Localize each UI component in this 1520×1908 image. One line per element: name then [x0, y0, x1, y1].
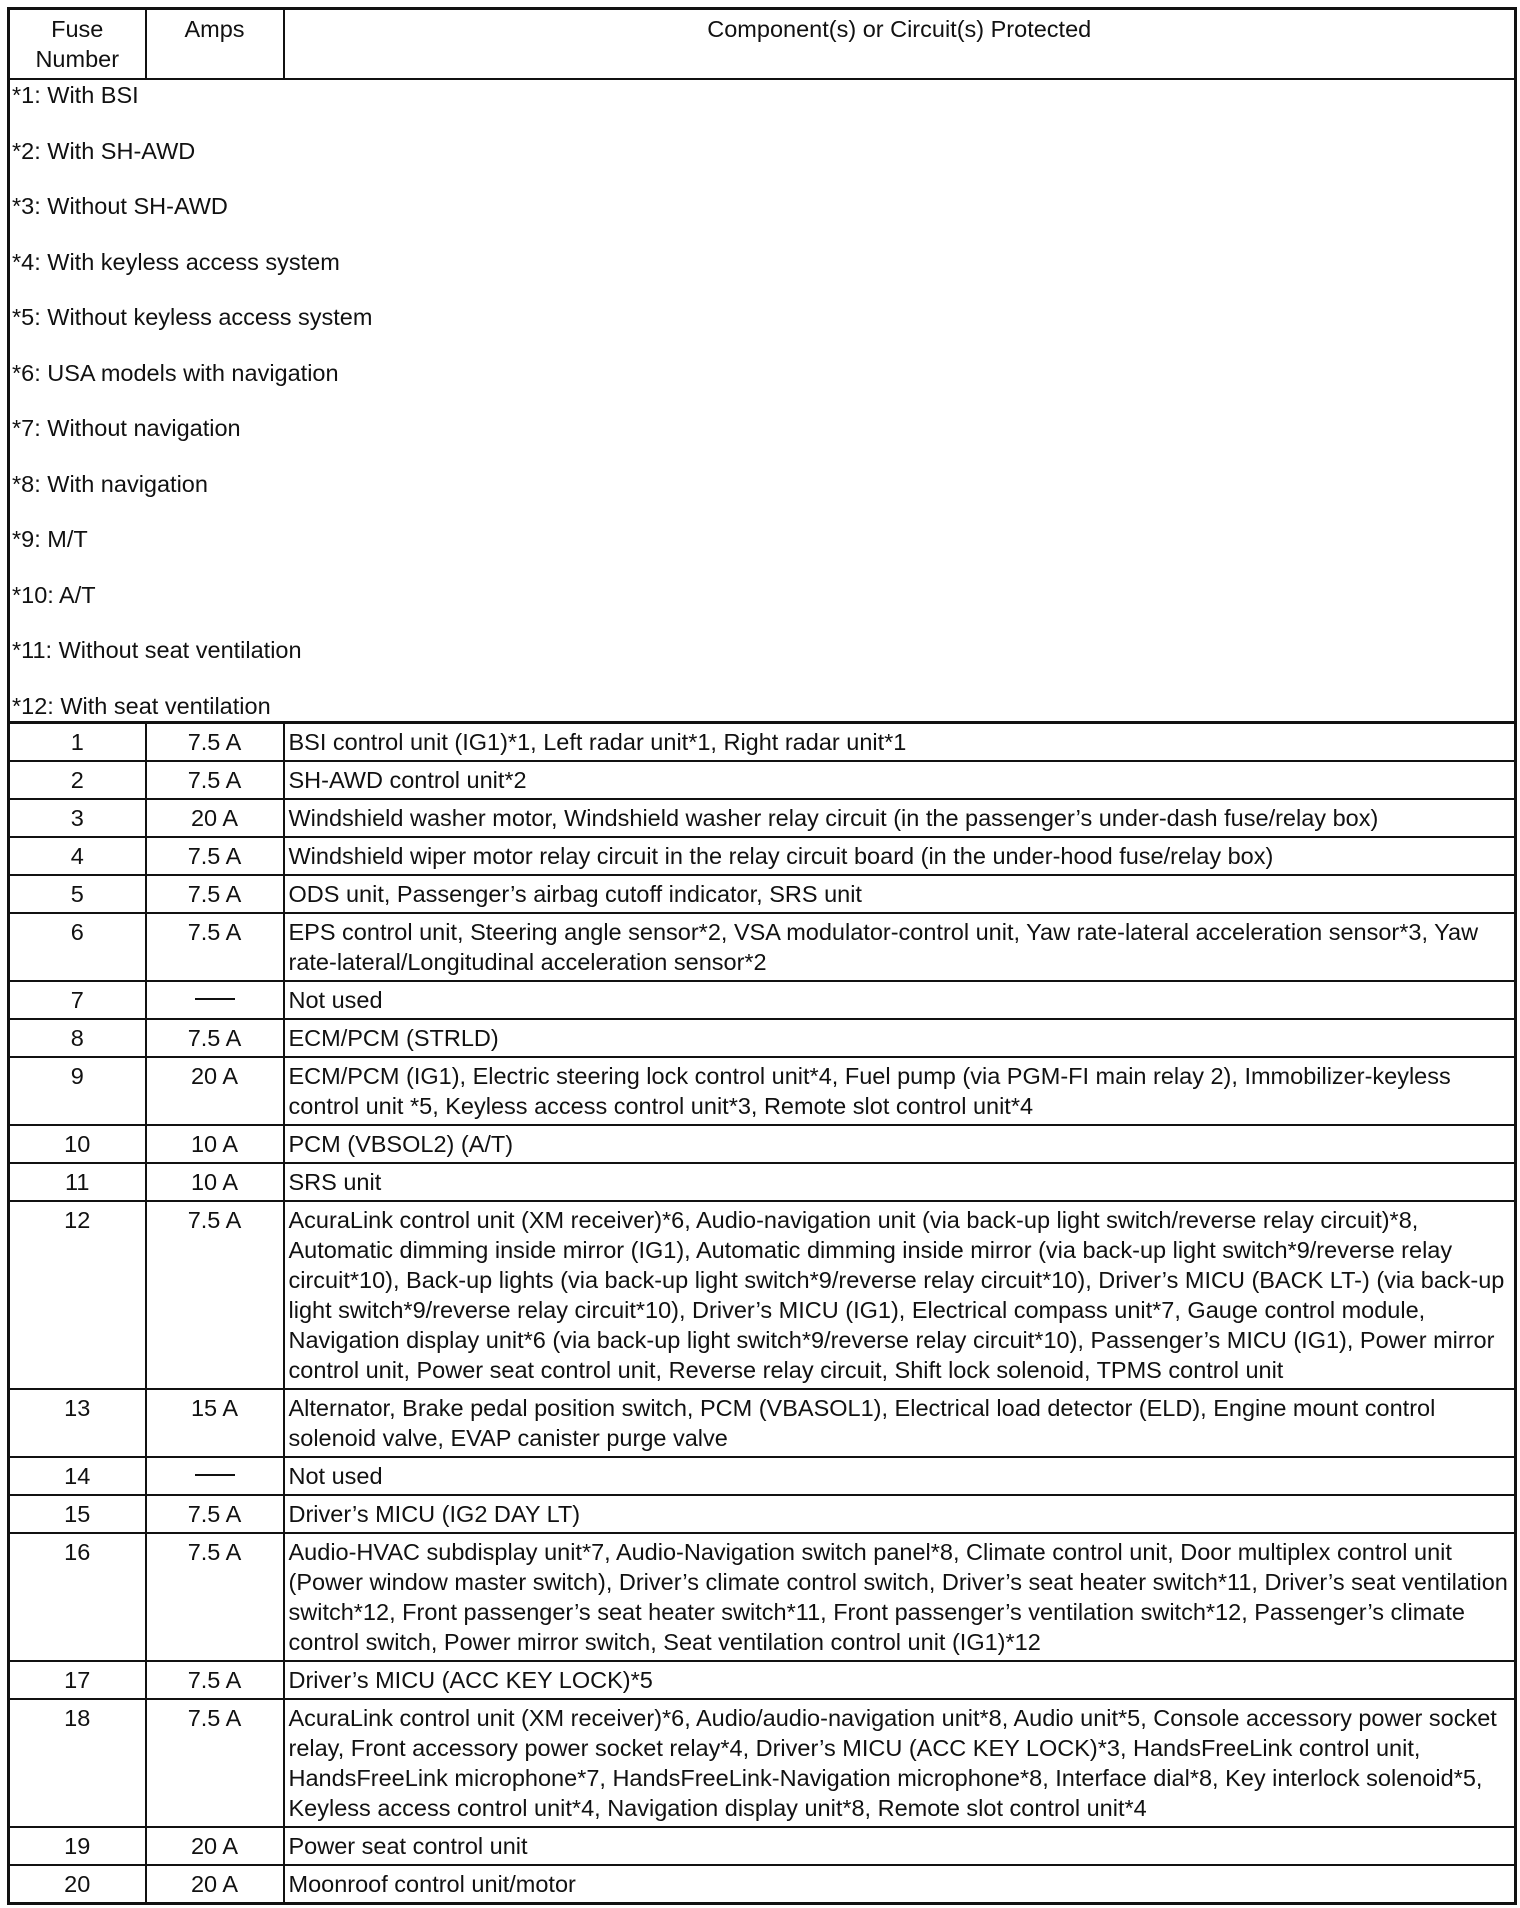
notes-row	[9, 79, 1516, 722]
fuse-row	[9, 1865, 1516, 1904]
fuse-row	[9, 837, 1516, 875]
fuse-number-cell: 13	[9, 1389, 146, 1457]
footnote: *12: With seat ventilation	[12, 692, 271, 719]
circuit-cell: Not used	[284, 981, 1516, 1019]
footnote: *4: With keyless access system	[12, 248, 340, 275]
circuit-cell: EPS control unit, Steering angle sensor*2, VSA modulator-control unit, Yaw rate-lateral acceleration sensor*3, Yaw rate-lateral/Longitudinal acceleration sensor*2	[284, 913, 1516, 981]
footnote: *3: Without SH-AWD	[12, 193, 228, 219]
fuse-row	[9, 1827, 1516, 1865]
fuse-row	[9, 981, 1516, 1019]
circuit-cell: Audio-HVAC subdisplay unit*7, Audio-Navigation switch panel*8, Climate control unit, Door multiplex control unit (Power window master switch), Driver’s climate control switch, Driver’s seat heater switch*11, Driver’s seat ventilation switch*12, Front passenger’s seat heater switch*11, Front passenger’s ventilation switch*12, Passenger’s climate control switch, Power mirror switch, Seat ventilation control unit (IG1)*12	[284, 1533, 1516, 1661]
amps-cell: 7.5 A	[146, 1495, 284, 1533]
circuit-cell: Windshield wiper motor relay circuit in the relay circuit board (in the under-hood fuse/relay box)	[284, 837, 1516, 875]
fuse-number-cell: 16	[9, 1533, 146, 1661]
fuse-table	[7, 7, 1517, 1905]
amps-cell: 7.5 A	[146, 1533, 284, 1661]
footnote: *1: With BSI	[12, 82, 139, 108]
fuse-row	[9, 875, 1516, 913]
fuse-number-cell: 10	[9, 1125, 146, 1163]
amps-cell: 7.5 A	[146, 913, 284, 981]
footnote: *8: With navigation	[12, 470, 208, 497]
fuse-number-cell: 11	[9, 1163, 146, 1201]
header-amps: Amps	[146, 9, 284, 80]
fuse-row	[9, 1661, 1516, 1699]
fuse-number-cell: 19	[9, 1827, 146, 1865]
amps-cell: 7.5 A	[146, 1019, 284, 1057]
fuse-row	[9, 1389, 1516, 1457]
circuit-cell: Driver’s MICU (ACC KEY LOCK)*5	[284, 1661, 1516, 1699]
amps-cell: 7.5 A	[146, 722, 284, 761]
circuit-cell: AcuraLink control unit (XM receiver)*6, Audio-navigation unit (via back-up light switch/reverse relay circuit)*8, Automatic dimming inside mirror (IG1), Automatic dimming inside mirror (via back-up light switch*9/reverse relay circuit*10), Back-up lights (via back-up light switch*9/reverse relay circuit*10), Driver’s MICU (BACK LT-) (via back-up light switch*9/reverse relay circuit*10), Driver’s MICU (IG1), Electrical compass unit*7, Gauge control module, Navigation display unit*6 (via back-up light switch*9/reverse relay circuit*10), Passenger’s MICU (IG1), Power mirror control unit, Power seat control unit, Reverse relay circuit, Shift lock solenoid, TPMS control unit	[284, 1201, 1516, 1389]
fuse-row	[9, 1201, 1516, 1389]
footnote: *6: USA models with navigation	[12, 359, 339, 386]
circuit-cell: Moonroof control unit/motor	[284, 1865, 1516, 1904]
fuse-number-cell: 12	[9, 1201, 146, 1389]
footnotes-cell	[9, 79, 1516, 722]
fuse-row	[9, 761, 1516, 799]
amps-cell	[146, 981, 284, 1019]
amps-cell: 7.5 A	[146, 761, 284, 799]
circuit-cell: SH-AWD control unit*2	[284, 761, 1516, 799]
footnote: *10: A/T	[12, 581, 96, 608]
table-header-row	[9, 9, 1516, 80]
amps-cell: 7.5 A	[146, 837, 284, 875]
header-circuits: Component(s) or Circuit(s) Protected	[284, 9, 1516, 80]
fuse-number-cell: 2	[9, 761, 146, 799]
fuse-number-cell: 5	[9, 875, 146, 913]
footnote: *9: M/T	[12, 526, 88, 552]
fuse-row	[9, 1163, 1516, 1201]
fuse-row	[9, 1533, 1516, 1661]
amps-cell: 7.5 A	[146, 1661, 284, 1699]
amps-cell: 20 A	[146, 799, 284, 837]
fuse-number-cell: 9	[9, 1057, 146, 1125]
fuse-row	[9, 913, 1516, 981]
fuse-number-cell: 20	[9, 1865, 146, 1904]
fuse-number-cell: 18	[9, 1699, 146, 1827]
footnote: *5: Without keyless access system	[12, 304, 373, 330]
fuse-number-cell: 14	[9, 1457, 146, 1495]
amps-cell	[146, 1457, 284, 1495]
fuse-number-cell: 1	[9, 722, 146, 761]
amps-cell: 10 A	[146, 1125, 284, 1163]
circuit-cell: Windshield washer motor, Windshield washer relay circuit (in the passenger’s under-dash fuse/relay box)	[284, 799, 1516, 837]
fuse-row	[9, 1019, 1516, 1057]
header-fuse-number: Fuse Number	[9, 9, 146, 80]
not-used-dash	[195, 998, 235, 1000]
fuse-number-cell: 15	[9, 1495, 146, 1533]
amps-cell: 10 A	[146, 1163, 284, 1201]
circuit-cell: Not used	[284, 1457, 1516, 1495]
fuse-number-cell: 7	[9, 981, 146, 1019]
circuit-cell: PCM (VBSOL2) (A/T)	[284, 1125, 1516, 1163]
fuse-chart-page	[7, 7, 1514, 1905]
circuit-cell: SRS unit	[284, 1163, 1516, 1201]
circuit-cell: ECM/PCM (STRLD)	[284, 1019, 1516, 1057]
footnote: *2: With SH-AWD	[12, 137, 196, 164]
not-used-dash	[195, 1474, 235, 1476]
fuse-row	[9, 1495, 1516, 1533]
fuse-number-cell: 3	[9, 799, 146, 837]
circuit-cell: Power seat control unit	[284, 1827, 1516, 1865]
circuit-cell: AcuraLink control unit (XM receiver)*6, Audio/audio-navigation unit*8, Audio unit*5, Console accessory power socket relay, Front accessory power socket relay*4, Driver’s MICU (ACC KEY LOCK)*3, HandsFreeLink control unit, HandsFreeLink microphone*7, HandsFreeLink-Navigation microphone*8, Interface dial*8, Key interlock solenoid*5, Keyless access control unit*4, Navigation display unit*8, Remote slot control unit*4	[284, 1699, 1516, 1827]
amps-cell: 7.5 A	[146, 1201, 284, 1389]
fuse-row	[9, 799, 1516, 837]
footnote: *11: Without seat ventilation	[12, 637, 302, 663]
fuse-row	[9, 1699, 1516, 1827]
fuse-number-cell: 17	[9, 1661, 146, 1699]
fuse-row	[9, 1457, 1516, 1495]
fuse-table-body	[9, 79, 1516, 1903]
fuse-row	[9, 722, 1516, 761]
circuit-cell: BSI control unit (IG1)*1, Left radar unit*1, Right radar unit*1	[284, 722, 1516, 761]
footnote: *7: Without navigation	[12, 415, 241, 441]
amps-cell: 20 A	[146, 1827, 284, 1865]
circuit-cell: ODS unit, Passenger’s airbag cutoff indicator, SRS unit	[284, 875, 1516, 913]
amps-cell: 15 A	[146, 1389, 284, 1457]
fuse-number-cell: 6	[9, 913, 146, 981]
circuit-cell: ECM/PCM (IG1), Electric steering lock control unit*4, Fuel pump (via PGM-FI main relay 2), Immobilizer-keyless control unit *5, Keyless access control unit*3, Remote slot control unit*4	[284, 1057, 1516, 1125]
circuit-cell: Driver’s MICU (IG2 DAY LT)	[284, 1495, 1516, 1533]
amps-cell: 20 A	[146, 1865, 284, 1904]
fuse-number-cell: 8	[9, 1019, 146, 1057]
circuit-cell: Alternator, Brake pedal position switch, PCM (VBASOL1), Electrical load detector (ELD), Engine mount control solenoid valve, EVAP canister purge valve	[284, 1389, 1516, 1457]
fuse-row	[9, 1057, 1516, 1125]
amps-cell: 20 A	[146, 1057, 284, 1125]
amps-cell: 7.5 A	[146, 1699, 284, 1827]
fuse-number-cell: 4	[9, 837, 146, 875]
fuse-row	[9, 1125, 1516, 1163]
amps-cell: 7.5 A	[146, 875, 284, 913]
